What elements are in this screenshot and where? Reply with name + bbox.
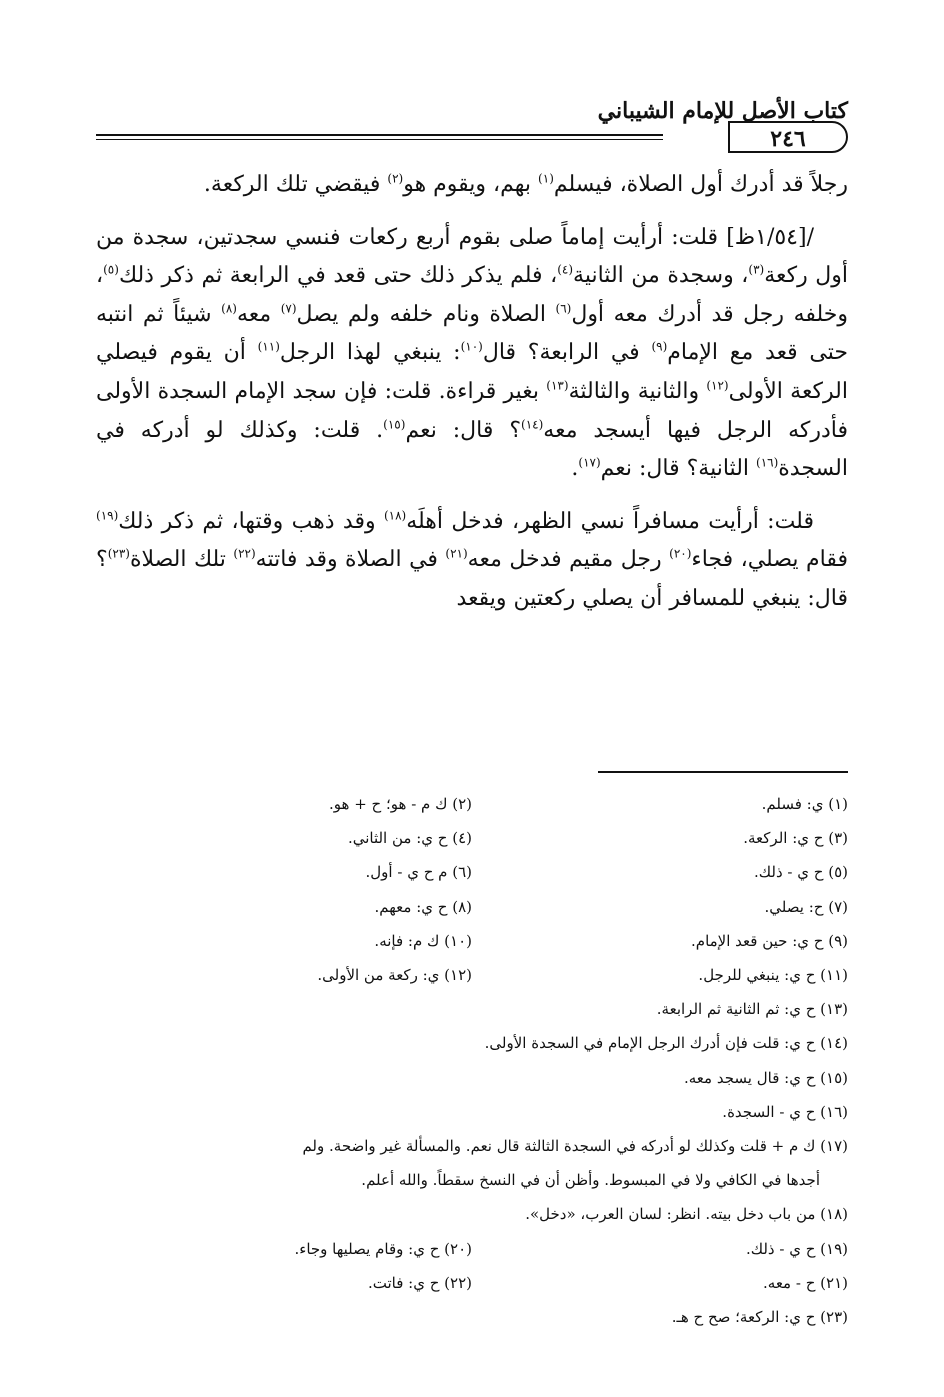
text-run: والثانية والثالثة: [568, 378, 707, 404]
text-run: وقد ذهب وقتها، ثم ذكر ذلك: [118, 508, 384, 534]
text-run: رجلاً قد أدرك أول الصلاة، فيسلم: [553, 172, 848, 197]
footnote-continuation: أجدها في الكافي ولا في المبسوط. وأظن أن في النسخ سقطاً. والله أعلم.: [361, 1171, 820, 1190]
footnote-ref: (١٢): [706, 378, 729, 393]
footnote-ref: (٥): [103, 262, 119, 277]
paragraph: [96, 219, 848, 489]
footnote-row: [96, 958, 848, 992]
footnote: (٢٢) ح ي: فاتت.: [367, 1273, 472, 1292]
footnote-row: [96, 890, 848, 924]
footnote-ref: (١٨): [383, 508, 407, 523]
footnote-ref: (٢٢): [233, 547, 256, 562]
footnote-row: [96, 821, 848, 855]
text-run: ؟ قال: ينبغي للمسافر أن يصلي ركعتين ويقعد: [96, 547, 848, 611]
footnote: (٢١) ح - معه.: [763, 1273, 848, 1292]
footnote: (١١) ح ي: ينبغي للرجل.: [698, 966, 848, 985]
footnote-row: [96, 924, 848, 958]
footnote: (١٦) ح ي - السجدة.: [722, 1102, 848, 1121]
text-run: رجل مقيم فدخل معه: [467, 547, 670, 573]
footnote: (٤) ح ي: من الثاني.: [347, 829, 472, 848]
footnote-ref: (٦): [555, 301, 572, 316]
footnote-divider: [598, 771, 848, 773]
footnote-ref: (١٥): [383, 417, 406, 432]
text-run: ، فلم يذكر ذلك حتى قعد في الرابعة ثم ذكر ذلك: [118, 263, 558, 289]
text-run: معه: [236, 301, 281, 327]
footnote-ref: (٢٣): [107, 547, 130, 562]
footnote: (٢) ك م - هو؛ ح + هو.: [329, 795, 472, 813]
page-number: ٢٤٦: [728, 121, 848, 153]
header-rule: [96, 134, 663, 136]
footnote-ref: (٤): [557, 262, 574, 277]
footnotes: [96, 787, 848, 1334]
footnote: (١٠) ك م: فإنه.: [374, 931, 472, 950]
paragraph: [96, 503, 848, 619]
text-run: الصلاة ونام خلفه ولم يصل: [296, 301, 556, 327]
text-run: بهم، ويقوم هو: [403, 172, 539, 197]
footnote-ref: (١٦): [756, 455, 779, 470]
text-run: قلت: أرأيت مسافراً نسي الظهر، فدخل أهلَه: [406, 508, 814, 534]
text-run: تلك الصلاة: [129, 547, 234, 573]
footnote-row: [96, 855, 848, 889]
footnote-ref: (٢): [387, 171, 404, 186]
text-run: ؟ قال: نعم: [405, 417, 522, 443]
footnote-ref: (٧): [280, 301, 297, 316]
footnote: (١٩) ح ي - ذلك.: [745, 1239, 848, 1258]
footnote: (١٤) ح ي: قلت فإن أدرك الرجل الإمام في السجدة الأولى.: [484, 1034, 848, 1053]
footnote-row: [96, 1232, 848, 1266]
book-title: كتاب الأصل للإمام الشيباني: [597, 98, 848, 124]
footnote: (١٣) ح ي: ثم الثانية ثم الرابعة.: [656, 1000, 848, 1019]
footnote: (٢٠) ح ي: وقام يصليها وجاء.: [294, 1239, 472, 1258]
footnote-row: [96, 787, 848, 821]
text-run: بغير قراءة. قلت: فإن سجد الإمام السجدة الأولى فأدركه الرجل فيها أيسجد معه: [96, 378, 848, 443]
footnote: (٨) ح ي: معهم.: [374, 897, 472, 916]
main-text: [96, 166, 848, 633]
footnote-ref: (٣): [748, 262, 765, 277]
text-run: في الرابعة؟ قال: [482, 340, 652, 366]
text-run: . قلت: وكذلك لو أدركه في السجدة: [96, 417, 848, 482]
footnote: (١) ي: فسلم.: [761, 795, 848, 813]
paragraph: [96, 166, 848, 205]
text-run: ، وخلفه رجل قد أدرك معه أول: [96, 263, 848, 327]
footnote: (٥) ح ي - ذلك.: [754, 863, 848, 882]
text-run: الثانية؟ قال: نعم: [600, 456, 757, 482]
text-run: /[١/٥٤ظ] قلت: أرأيت إماماً صلى بقوم أربع ركعات فنسي سجدتين، سجدة من أول ركعة: [96, 224, 848, 289]
footnote-row: [96, 1266, 848, 1300]
text-run: : ينبغي لهذا الرجل: [279, 340, 461, 366]
footnote-ref: (١٤): [521, 417, 544, 432]
footnote-ref: (١١): [257, 340, 280, 355]
footnote-ref: (١٠): [460, 340, 483, 355]
footnote-ref: (١٩): [96, 508, 119, 523]
text-run: أن يقوم فيصلي الركعة الأولى: [96, 340, 848, 404]
text-run: فقام يصلي، فجاء: [691, 547, 848, 573]
footnote-ref: (١٧): [578, 455, 601, 470]
text-run: فيقضي تلك الركعة.: [203, 172, 388, 197]
footnote: (١٧) ك م + قلت وكذلك لو أدركه في السجدة الثالثة قال نعم. والمسألة غير واضحة. ولم: [302, 1137, 848, 1156]
text-run: .: [571, 456, 579, 482]
header-rule: [96, 139, 663, 140]
footnote: (١٥) ح ي: قال يسجد معه.: [684, 1068, 848, 1087]
footnote-ref: (٢٠): [669, 547, 692, 562]
footnote: (٢٣) ح ي: الركعة؛ صح ح هـ.: [671, 1308, 848, 1327]
footnote-ref: (١): [538, 171, 554, 186]
footnote: (٧) ح: يصلي.: [764, 897, 848, 916]
page-header: [96, 86, 848, 156]
footnote: (٣) ح ي: الركعة.: [743, 829, 848, 848]
footnote: (١٢) ي: ركعة من الأولى.: [317, 966, 472, 985]
text-run: ، وسجدة من الثانية: [573, 263, 749, 289]
footnote: (٩) ح ي: حين قعد الإمام.: [691, 931, 848, 950]
text-run: شيئاً ثم انتبه حتى قعد مع الإمام: [96, 301, 849, 366]
footnote-ref: (٨): [221, 301, 237, 316]
footnote: (١٨) من باب دخل بيته. انظر: لسان العرب، «دخل».: [525, 1205, 848, 1224]
text-run: في الصلاة وقد فاتته: [255, 547, 446, 573]
footnote-ref: (٢١): [445, 547, 468, 562]
footnote-ref: (١٣): [546, 378, 569, 393]
footnote-ref: (٩): [651, 340, 668, 355]
footnote: (٦) م ح ي - أول.: [365, 863, 472, 882]
